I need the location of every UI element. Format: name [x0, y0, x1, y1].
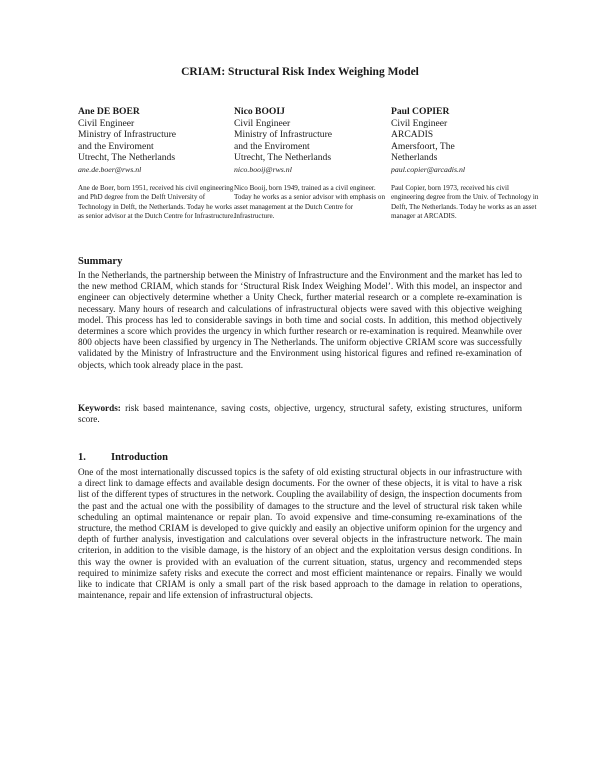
author-affiliation-line: and the Enviroment: [78, 140, 154, 152]
author-bio: Ane de Boer, born 1951, received his civil engineering and PhD degree from the Delft University of Technology in Delft, the Netherlands. Today he works as senior advisor at the Dutch Centre for Infrastructure.: [78, 183, 235, 221]
paper-title: CRIAM: Structural Risk Index Weighing Model: [181, 66, 419, 78]
author-block: [391, 106, 541, 222]
keywords-paragraph: [78, 403, 522, 425]
author-affiliation-line: Ministry of Infrastructure: [78, 129, 177, 141]
section-number: 1.: [78, 452, 86, 463]
author-affiliation-line: Ministry of Infrastructure: [234, 129, 333, 141]
section-title: Introduction: [111, 452, 168, 463]
author-name: Nico BOOIJ: [234, 106, 285, 117]
author-affiliation-line: ARCADIS: [391, 129, 434, 141]
author-affiliation-line: Utrecht, The Netherlands: [78, 152, 176, 164]
author-affiliation-line: Civil Engineer: [391, 117, 448, 129]
summary-heading: Summary: [78, 256, 123, 267]
author-affiliation-line: Amersfoort, The: [391, 140, 455, 152]
introduction-paragraph: One of the most internationally discussed topics is the safety of old existing structural objects in our infrastructure with a direct link to damage effects and available design documents. For the owner of these objects, it is vital to have a risk list of the different types of structures in the network. Coupling the availability of design, the inspection documents from the past and the actual one with the possibility of damages to the structure and the level of structural risk taken while scheduling an optimal maintenance or repair plan. To avoid expensive and time-consuming re-examinations of the structure, the method CRIAM is developed to give quickly and easily an objective uniform opinion for the urgency and depth of further analysis, investigation and calculations over several objects in the infrastructure network. The main criterion, in addition to the visible damage, is the history of an object and the exploitation versus design conditions. In this way the owner is provided with an evaluation of the current situation, status, urgency and recommended steps required to minimize safety risks and execute the correct and most efficient maintenance or repairs. Finally we would like to indicate that CRIAM is only a small part of the risk based approach to the damage in relation to operations, maintenance, repair and life extension of infrastructural objects.: [78, 467, 522, 601]
introduction-heading: [78, 452, 168, 463]
author-email: paul.copier@arcadis.nl: [391, 164, 466, 174]
author-affiliation-line: Civil Engineer: [234, 117, 291, 129]
author-block: [234, 106, 394, 222]
author-bio: Paul Copier, born 1973, received his civil engineering degree from the Univ. of Technology in Delft, The Netherlands. Today he works as an asset manager at ARCADIS.: [391, 183, 539, 221]
author-affiliation-line: Utrecht, The Netherlands: [234, 152, 332, 164]
author-email: ane.de.boer@rws.nl: [78, 164, 142, 174]
author-bio: Nico Booij, born 1949, trained as a civil engineer. Today he works as a senior advisor with emphasis on asset management at the Dutch Centre for Infrastructure.: [234, 183, 386, 221]
author-affiliation-line: and the Enviroment: [234, 140, 310, 152]
author-name: Ane DE BOER: [78, 106, 140, 117]
author-name: Paul COPIER: [391, 106, 450, 117]
author-affiliation-line: Civil Engineer: [78, 117, 135, 129]
keywords-label: Keywords:: [78, 403, 121, 413]
author-affiliation-line: Netherlands: [391, 152, 438, 164]
keywords-text: risk based maintenance, saving costs, objective, urgency, structural safety, existing structures, uniform score.: [78, 403, 522, 425]
author-email: nico.booij@rws.nl: [234, 164, 292, 174]
author-block: [78, 106, 238, 222]
summary-paragraph: In the Netherlands, the partnership between the Ministry of Infrastructure and the Environment and the market has led to the new method CRIAM, which stands for ‘Structural Risk Index Weighing Model’. With this model, an inspector and engineer can objectively determine whether a Unity Check, further material research or a complete re-examination is necessary. Many hours of research and calculations of infrastructural objects were saved with this objective weighing model. This process has led to considerable savings in both time and social costs. In addition, this method objectively determines a score which provides the urgency in which further research or re-examination is required. Meanwhile over 800 objects have been classified by urgency in The Netherlands. The uniform objective CRIAM score was successfully validated by the Ministry of Infrastructure and the Environment using historical figures and refined re-examination of objects, which took already place in the past.: [78, 270, 522, 370]
